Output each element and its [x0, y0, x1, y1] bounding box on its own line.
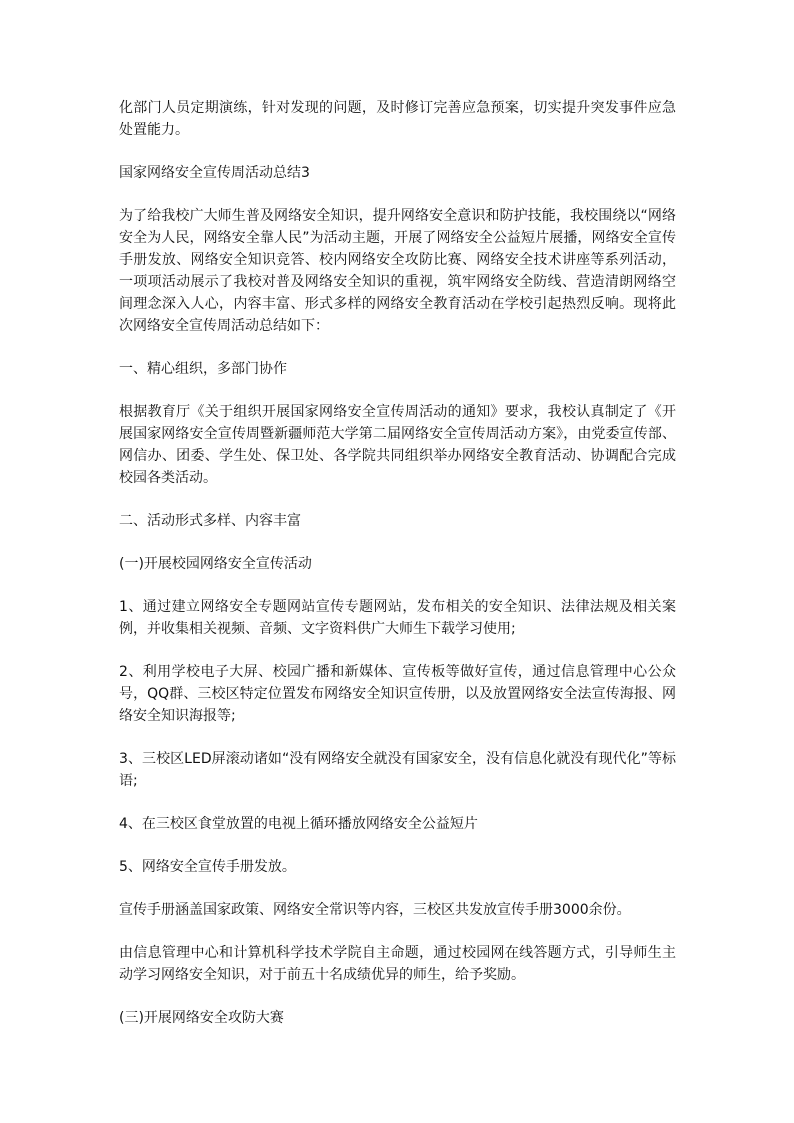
list-item-5: 5、网络安全宣传手册发放。 — [119, 859, 296, 875]
paragraph-intro: 为了给我校广大师生普及网络安全知识，提升网络安全意识和防护技能，我校围绕以“网络安全为人民，网络安全靠人民”为活动主题，开展了网络安全公益短片展播，网络安全宣传手册发放、网络安全知识竞答、校内网络安全攻防比赛、网络安全技术讲座等系列活动，一项项活动展示了我校对普及网络安全知识的重视，筑牢网络安全防线、营造清朗网络空间理念深入人心，内容丰富、形式多样的网络安全教育活动在学校引起热烈反响。现将此次网络安全宣传周活动总结如下： — [119, 208, 676, 334]
heading-activities: 二、活动形式多样、内容丰富 — [119, 513, 301, 529]
list-item-3: 3、三校区LED屏滚动诸如“没有网络安全就没有国家安全，没有信息化就没有现代化”等标语; — [119, 751, 676, 789]
paragraph-handbook: 宣传手册涵盖国家政策、网络安全常识等内容，三校区共发放宣传手册3000余份。 — [119, 902, 631, 918]
list-item-2: 2、利用学校电子大屏、校园广播和新媒体、宣传板等做好宣传，通过信息管理中心公众号，QQ群、三校区特定位置发布网络安全知识宣传册，以及放置网络安全法宣传海报、网络安全知识海报等; — [119, 664, 676, 724]
list-item-1: 1、通过建立网络安全专题网站宣传专题网站，发布相关的安全知识、法律法规及相关案例，并收集相关视频、音频、文字资料供广大师生下载学习使用; — [119, 599, 676, 637]
paragraph-organization: 根据教育厅《关于组织开展国家网络安全宣传周活动的通知》要求，我校认真制定了《开展国家网络安全宣传周暨新疆师范大学第二届网络安全宣传周活动方案》，由党委宣传部、网信办、团委、学生处、保卫处、各学院共同组织举办网络安全教育活动、协调配合完成校园各类活动。 — [119, 404, 676, 486]
document-body — [119, 97, 676, 1050]
heading-organization: 一、精心组织，多部门协作 — [119, 361, 287, 377]
list-item-4: 4、在三校区食堂放置的电视上循环播放网络安全公益短片 — [119, 816, 478, 832]
section-title: 国家网络安全宣传周活动总结3 — [119, 165, 310, 181]
subheading-campus-publicity: (一)开展校园网络安全宣传活动 — [119, 556, 312, 572]
paragraph-quiz: 由信息管理中心和计算机科学技术学院自主命题，通过校园网在线答题方式，引导师生主动学习网络安全知识，对于前五十名成绩优异的师生，给予奖励。 — [119, 945, 676, 983]
subheading-contest: (三)开展网络安全攻防大赛 — [119, 1010, 284, 1026]
paragraph-emergency-plan: 化部门人员定期演练，针对发现的问题，及时修订完善应急预案，切实提升突发事件应急处置能力。 — [119, 100, 676, 138]
